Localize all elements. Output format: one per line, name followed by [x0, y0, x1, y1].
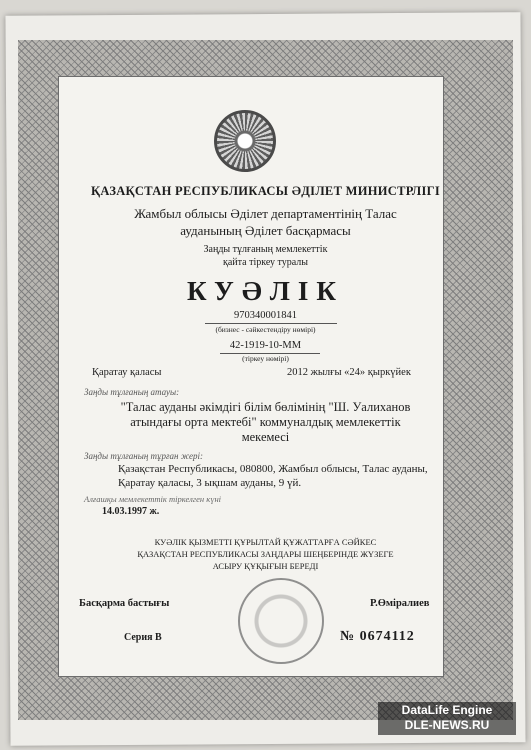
series-label: Серия В	[124, 632, 162, 643]
state-emblem-icon	[214, 110, 276, 172]
watermark	[378, 702, 516, 735]
serial-number: № 0674112	[340, 629, 415, 644]
city: Қаратау қаласы	[92, 367, 162, 378]
bin-number: 970340001841	[234, 310, 297, 321]
entity-name-line-3: мекемесі	[241, 430, 290, 444]
issue-date: 2012 жылғы «24» қыркүйек	[287, 367, 411, 378]
bin-caption: (бизнес - сәйкестендіру нөмірі)	[215, 325, 316, 334]
subtitle-line-2: қайта тіркеу туралы	[223, 257, 308, 268]
registration-caption: (тіркеу нөмірі)	[242, 354, 289, 363]
bin-underline	[205, 323, 337, 324]
department-line-2: ауданының Әділет басқармасы	[180, 223, 351, 238]
legal-line-2: ҚАЗАҚСТАН РЕСПУБЛИКАСЫ ЗАҢДАРЫ ШЕҢБЕРІНДЕ ЖҮЗЕГЕ	[137, 549, 394, 559]
official-seal-icon	[238, 578, 324, 664]
department-line-1: Жамбыл облысы Әділет департаментінің Талас	[134, 206, 397, 221]
head-name: Р.Өміралиев	[370, 598, 430, 609]
ministry-heading: ҚАЗАҚСТАН РЕСПУБЛИКАСЫ ӘДІЛЕТ МИНИСТРЛІГІ	[90, 184, 441, 198]
main-title: КУӘЛІК	[186, 276, 344, 306]
first-registration-label: Алғашқы мемлекеттік тіркелген күні	[84, 494, 222, 504]
address-line-2: Қаратау қаласы, 3 ықшам ауданы, 9 үй.	[118, 477, 302, 489]
legal-line-1: КУӘЛІК ҚЫЗМЕТТІ ҚҰРЫЛТАЙ ҚҰЖАТТАРҒА СӘЙКЕС	[154, 537, 377, 547]
name-label: Заңды тұлғаның атауы:	[84, 387, 180, 397]
legal-line-3: АСЫРУ ҚҰҚЫҒЫН БЕРЕДІ	[212, 561, 319, 571]
first-registration-date: 14.03.1997 ж.	[102, 506, 160, 517]
watermark-line-1: DataLife Engine	[401, 703, 493, 717]
head-title: Басқарма бастығы	[79, 598, 170, 609]
watermark-line-2: DLE-NEWS.RU	[404, 718, 490, 732]
address-label: Заңды тұлғаның тұрған жері:	[84, 451, 203, 461]
registration-number: 42-1919-10-ММ	[229, 340, 302, 351]
address-line-1: Қазақстан Республикасы, 080800, Жамбыл облысы, Талас ауданы,	[118, 463, 428, 475]
entity-name-line-2: атындағы орта мектебі" коммуналдық мемлекеттік	[130, 415, 401, 429]
entity-name-line-1: "Талас ауданы әкімдігі білім бөлімінің "Ш. Уалиханов	[120, 400, 411, 414]
subtitle-line-1: Заңды тұлғаның мемлекеттік	[203, 244, 328, 255]
